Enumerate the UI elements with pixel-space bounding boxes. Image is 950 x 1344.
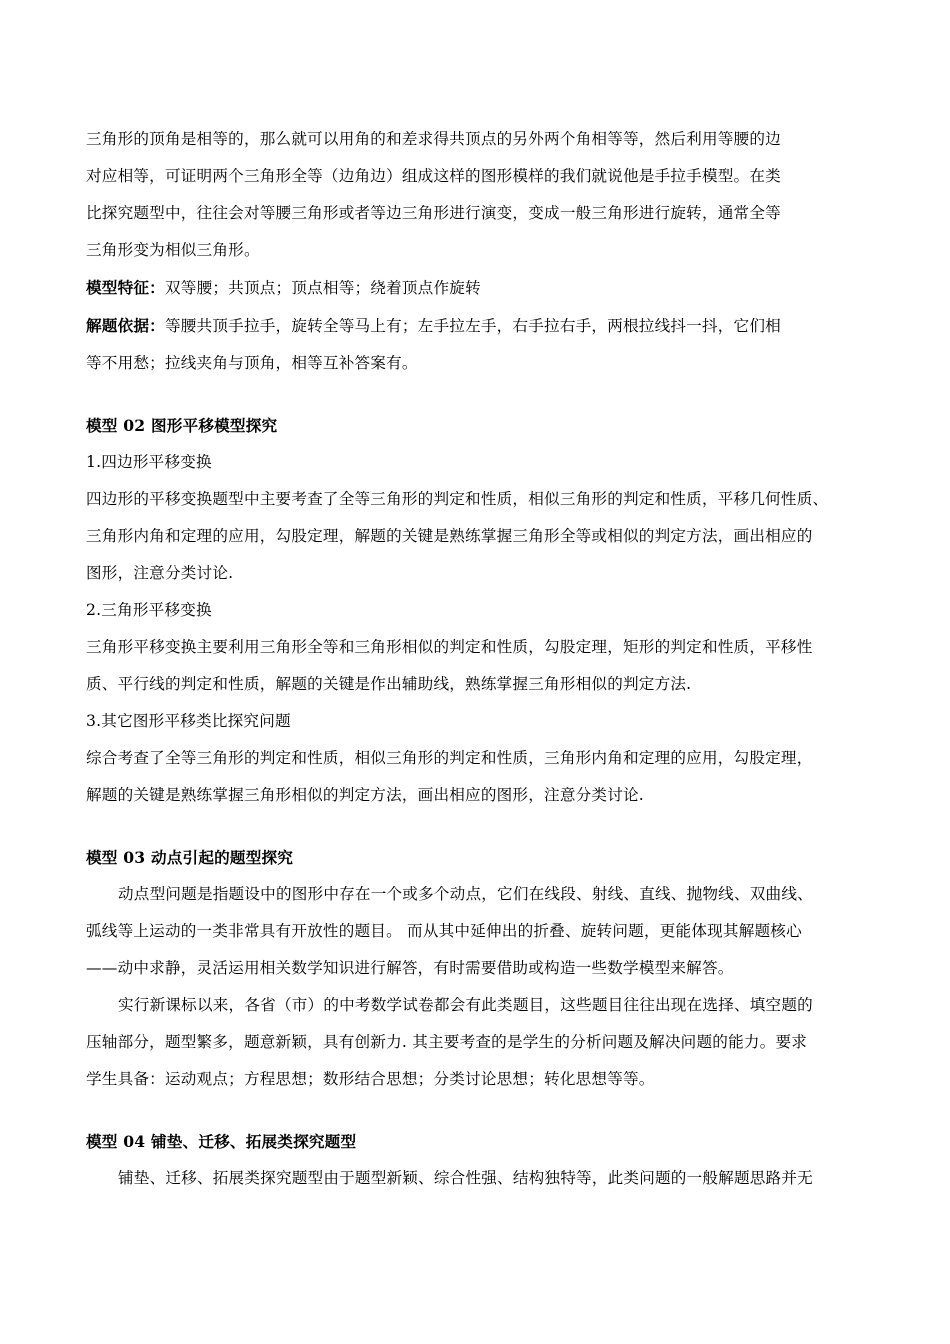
section-spacer bbox=[86, 814, 868, 839]
text-line: 三角形的顶角是相等的，那么就可以用角的和差求得共顶点的另外两个角相等等，然后利用等腰的边 bbox=[86, 130, 781, 148]
text-line: 三角形内角和定理的应用，勾股定理，解题的关键是熟练掌握三角形全等或相似的判定方法，画出相应的 bbox=[86, 527, 813, 545]
text-line: 质、平行线的判定和性质，解题的关键是作出辅助线，熟练掌握三角形相似的判定方法. bbox=[86, 675, 692, 693]
basis-label: 解题依据： bbox=[86, 316, 165, 335]
text-line: 图形，注意分类讨论. bbox=[86, 564, 234, 582]
text-line: 比探究题型中，往往会对等腰三角形或者等边三角形进行演变，变成一般三角形进行旋转，通常全等 bbox=[86, 204, 781, 222]
basis-text-line: 等腰共顶手拉手，旋转全等马上有；左手拉左手，右手拉右手，两根拉线抖一抖，它们相 bbox=[164, 317, 781, 335]
model03-paragraph-2 bbox=[86, 987, 868, 1098]
section-spacer bbox=[86, 1098, 868, 1123]
section-spacer bbox=[86, 382, 868, 407]
text-line: 压轴部分，题型繁多，题意新颖，具有创新力. 其主要考查的是学生的分析问题及解决问题的能力。要求 bbox=[86, 1033, 808, 1051]
model-feature bbox=[86, 269, 868, 307]
text-line: 对应相等，可证明两个三角形全等（边角边）组成这样的图形模样的我们就说他是手拉手模型。在类 bbox=[86, 167, 781, 185]
basis-text-line: 等不用愁；拉线夹角与顶角，相等互补答案有。 bbox=[86, 354, 418, 372]
solution-basis bbox=[86, 307, 868, 382]
model03-paragraph-1 bbox=[86, 876, 868, 987]
model04-heading: 模型 04 铺垫、迁移、拓展类探究题型 bbox=[86, 1132, 357, 1151]
feature-text: 双等腰；共顶点；顶点相等；绕着顶点作旋转 bbox=[164, 279, 481, 297]
model02-heading: 模型 02 图形平移模型探究 bbox=[86, 416, 278, 435]
text-line: 综合考查了全等三角形的判定和性质，相似三角形的判定和性质，三角形内角和定理的应用，勾股定理， bbox=[86, 749, 813, 767]
text-line: 解题的关键是熟练掌握三角形相似的判定方法，画出相应的图形，注意分类讨论. bbox=[86, 786, 644, 804]
model02-sub1-title: 1.四边形平移变换 bbox=[86, 453, 212, 471]
model03-heading: 模型 03 动点引起的题型探究 bbox=[86, 848, 294, 867]
model02-sub1-paragraph bbox=[86, 481, 868, 592]
document-body bbox=[86, 121, 868, 1197]
model02-sub2-paragraph bbox=[86, 629, 868, 703]
model04-paragraph-1 bbox=[86, 1160, 868, 1197]
text-line: 四边形的平移变换题型中主要考查了全等三角形的判定和性质，相似三角形的判定和性质，平移几何性质、 bbox=[86, 490, 829, 508]
feature-label: 模型特征： bbox=[86, 278, 165, 297]
text-line: 弧线等上运动的一类非常具有开放性的题目。 而从其中延伸出的折叠、旋转问题，更能体现其解题核心 bbox=[86, 922, 802, 940]
model02-sub3-title: 3.其它图形平移类比探究问题 bbox=[86, 712, 291, 730]
text-line: 实行新课标以来，各省（市）的中考数学试卷都会有此类题目，这些题目往往出现在选择、填空题的 bbox=[118, 996, 813, 1014]
text-line: 动点型问题是指题设中的图形中存在一个或多个动点，它们在线段、射线、直线、抛物线、双曲线、 bbox=[118, 885, 813, 903]
text-line: ——动中求静，灵活运用相关数学知识进行解答，有时需要借助或构造一些数学模型来解答。 bbox=[86, 959, 734, 977]
intro-paragraph bbox=[86, 121, 868, 269]
text-line: 学生具备：运动观点；方程思想；数形结合思想；分类讨论思想；转化思想等等。 bbox=[86, 1070, 655, 1088]
model02-sub2-title: 2.三角形平移变换 bbox=[86, 601, 212, 619]
text-line: 三角形平移变换主要利用三角形全等和三角形相似的判定和性质，勾股定理，矩形的判定和性质，平移性 bbox=[86, 638, 813, 656]
text-line: 三角形变为相似三角形。 bbox=[86, 241, 260, 259]
text-line: 铺垫、迁移、拓展类探究题型由于题型新颖、综合性强、结构独特等，此类问题的一般解题思路并无 bbox=[118, 1169, 813, 1187]
model02-sub3-paragraph bbox=[86, 740, 868, 814]
